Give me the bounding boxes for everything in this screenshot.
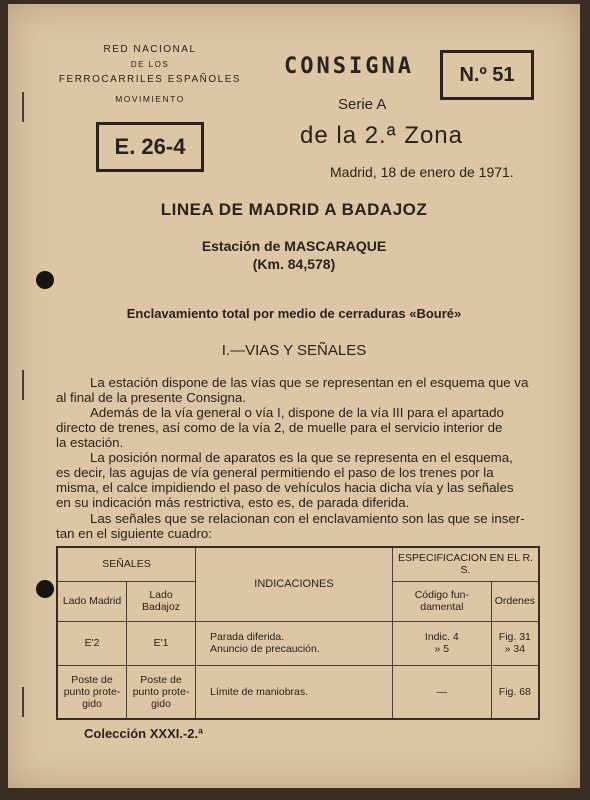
codigo-text: Indic. 4 (424, 631, 459, 643)
paragraph-line: misma, el calce impidiendo el paso de vehículos hacia dicha vía y las señales (56, 480, 514, 495)
paragraph-line: en su indicación más restrictiva, esto es, de parada diferida. (56, 495, 410, 510)
org-line: RED NACIONAL (103, 44, 197, 55)
ordenes-text: » 34 (504, 643, 526, 655)
organization-name (50, 42, 250, 107)
paragraph-line: es decir, las agujas de vía general permitiendo el paso de los trenes por la (56, 465, 494, 480)
header-ordenes: Ordenes (491, 581, 539, 621)
ordenes-text: Fig. 31 (498, 631, 531, 643)
consigna-number-box: N.º 51 (440, 50, 534, 100)
margin-mark (22, 687, 24, 717)
org-line: DE LOS (130, 60, 170, 69)
header-especificacion: ESPECIFICACION EN EL R. S. (393, 547, 540, 581)
binder-hole-bottom (36, 580, 54, 598)
line-title: LINEA DE MADRID A BADAJOZ (160, 200, 428, 219)
paragraph-line: la estación. (56, 435, 124, 450)
signals-table (56, 546, 540, 720)
header-indicaciones: INDICACIONES (196, 547, 393, 621)
paragraph-line: Además de la vía general o vía I, dispone de la vía III para el apartado (90, 405, 504, 420)
cell-codigo: — (393, 665, 492, 719)
paragraph-line: al final de la presente Consigna. (56, 390, 246, 405)
doc-code-box: E. 26-4 (96, 122, 204, 172)
cell-madrid: E'2 (57, 621, 127, 665)
consigna-title: CONSIGNA (284, 54, 414, 79)
collection-label: Colección XXXI.-2.ª (84, 726, 203, 741)
indication-text: Anuncio de precaución. (210, 643, 320, 655)
header-codigo: Código fun-damental (393, 581, 492, 621)
codigo-text: » 5 (434, 643, 450, 655)
table-row (57, 665, 539, 719)
cell-ordenes (491, 621, 539, 665)
paragraph-line: tan en el siguiente cuadro: (56, 526, 212, 541)
table-row (57, 621, 539, 665)
cell-madrid: Poste de punto prote-gido (57, 665, 127, 719)
cell-indicaciones: Límite de maniobras. (196, 665, 393, 719)
cell-indicaciones (196, 621, 393, 665)
document-page (8, 4, 580, 788)
margin-mark (22, 92, 24, 122)
margin-mark (22, 370, 24, 400)
header-lado-badajoz: Lado Badajoz (127, 581, 196, 621)
header-lado-madrid: Lado Madrid (57, 581, 127, 621)
station-km: (Km. 84,578) (252, 256, 336, 272)
header-senales: SEÑALES (57, 547, 196, 581)
indication-text: Parada diferida. (210, 631, 285, 643)
paragraph-line: La estación dispone de las vías que se representan en el esquema que va (90, 375, 529, 390)
cell-badajoz: E'1 (127, 621, 196, 665)
station-title: Estación de MASCARAQUE (201, 238, 387, 254)
cell-codigo (393, 621, 492, 665)
date-label: Madrid, 18 de enero de 1971. (330, 164, 514, 180)
zona-label: de la 2.ª Zona (300, 122, 463, 149)
cell-ordenes: Fig. 68 (491, 665, 539, 719)
binder-hole-top (36, 271, 54, 289)
cell-badajoz: Poste de punto prote-gido (127, 665, 196, 719)
paragraph-line: La posición normal de aparatos es la que se representa en el esquema, (90, 450, 513, 465)
department-label: MOVIMIENTO (115, 94, 185, 104)
paragraph-line: Las señales que se relacionan con el enclavamiento son las que se inser- (90, 511, 525, 526)
org-line: FERROCARRILES ESPAÑOLES (58, 74, 242, 85)
section-heading: I.—VIAS Y SEÑALES (221, 342, 367, 359)
serie-label: Serie A (338, 96, 387, 113)
subject-title: Enclavamiento total por medio de cerraduras «Bouré» (126, 306, 462, 321)
paragraph-line: directo de trenes, así como de la vía 2, de muelle para el servicio interior de (56, 420, 503, 435)
